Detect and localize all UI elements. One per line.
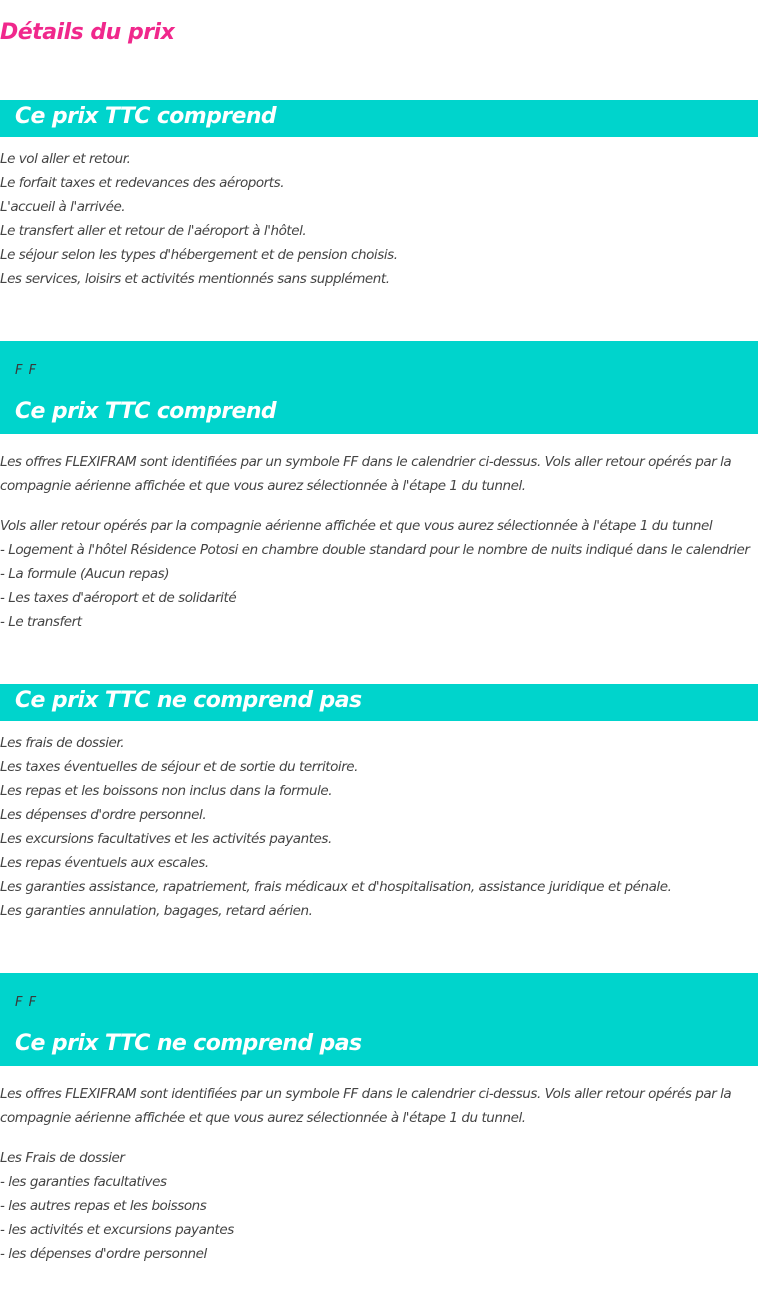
includes-list xyxy=(0,147,758,291)
list-item: Les excursions facultatives et les activités payantes. xyxy=(0,831,332,847)
list-item: Le transfert aller et retour de l'aéroport à l'hôtel. xyxy=(0,223,307,239)
section-header-flexifram-includes xyxy=(0,341,758,434)
list-item: - les garanties facultatives xyxy=(0,1174,167,1190)
section-header-flexifram-excludes xyxy=(0,973,758,1066)
section-header-includes xyxy=(0,100,758,137)
section-title: Ce prix TTC ne comprend pas xyxy=(15,1031,362,1056)
list-item: Les services, loisirs et activités mentionnés sans supplément. xyxy=(0,271,390,287)
list-item: Les garanties assistance, rapatriement, frais médicaux et d'hospitalisation, assistance juridique et pénale. xyxy=(0,879,672,895)
list-item: - Les taxes d'aéroport et de solidarité xyxy=(0,590,237,606)
section-header-excludes xyxy=(0,684,758,721)
list-item: Les taxes éventuelles de séjour et de sortie du territoire. xyxy=(0,759,359,775)
ff-symbol-label: F F xyxy=(15,363,38,378)
list-item: Le séjour selon les types d'hébergement et de pension choisis. xyxy=(0,247,398,263)
page-title: Détails du prix xyxy=(0,20,175,45)
flexifram-intro: Les offres FLEXIFRAM sont identifiées par un symbole FF dans le calendrier ci-dessus. Vols aller retour opérés par la compagnie aérienne affichée et que vous aurez sélectionnée à l'étape 1 du tunnel. xyxy=(0,1086,732,1126)
list-item: L'accueil à l'arrivée. xyxy=(0,199,126,215)
section-title: Ce prix TTC ne comprend pas xyxy=(15,688,362,713)
list-item: Les repas et les boissons non inclus dans la formule. xyxy=(0,783,333,799)
section-title: Ce prix TTC comprend xyxy=(15,104,277,129)
section-title: Ce prix TTC comprend xyxy=(15,399,277,424)
list-item: Les dépenses d'ordre personnel. xyxy=(0,807,207,823)
list-item: - les dépenses d'ordre personnel xyxy=(0,1246,207,1262)
excludes-list xyxy=(0,731,758,923)
list-item: Le forfait taxes et redevances des aéroports. xyxy=(0,175,285,191)
list-item: - les autres repas et les boissons xyxy=(0,1198,207,1214)
flexifram-intro: Les offres FLEXIFRAM sont identifiées par un symbole FF dans le calendrier ci-dessus. Vols aller retour opérés par la compagnie aérienne affichée et que vous aurez sélectionnée à l'étape 1 du tunnel. xyxy=(0,454,732,494)
list-item: Les Frais de dossier xyxy=(0,1150,125,1166)
list-item: - La formule (Aucun repas) xyxy=(0,566,170,582)
list-item: - Logement à l'hôtel Résidence Potosi en chambre double standard pour le nombre de nuits indiqué dans le calendrier xyxy=(0,542,750,558)
flexifram-includes-list xyxy=(0,514,758,634)
list-item: Le vol aller et retour. xyxy=(0,151,131,167)
list-item: Les garanties annulation, bagages, retard aérien. xyxy=(0,903,313,919)
list-item: Les repas éventuels aux escales. xyxy=(0,855,209,871)
flexifram-excludes-list xyxy=(0,1146,758,1266)
list-item: Vols aller retour opérés par la compagnie aérienne affichée et que vous aurez sélectionnée à l'étape 1 du tunnel xyxy=(0,518,713,534)
ff-symbol-label: F F xyxy=(15,995,38,1010)
list-item: - les activités et excursions payantes xyxy=(0,1222,234,1238)
list-item: Les frais de dossier. xyxy=(0,735,125,751)
list-item: - Le transfert xyxy=(0,614,82,630)
